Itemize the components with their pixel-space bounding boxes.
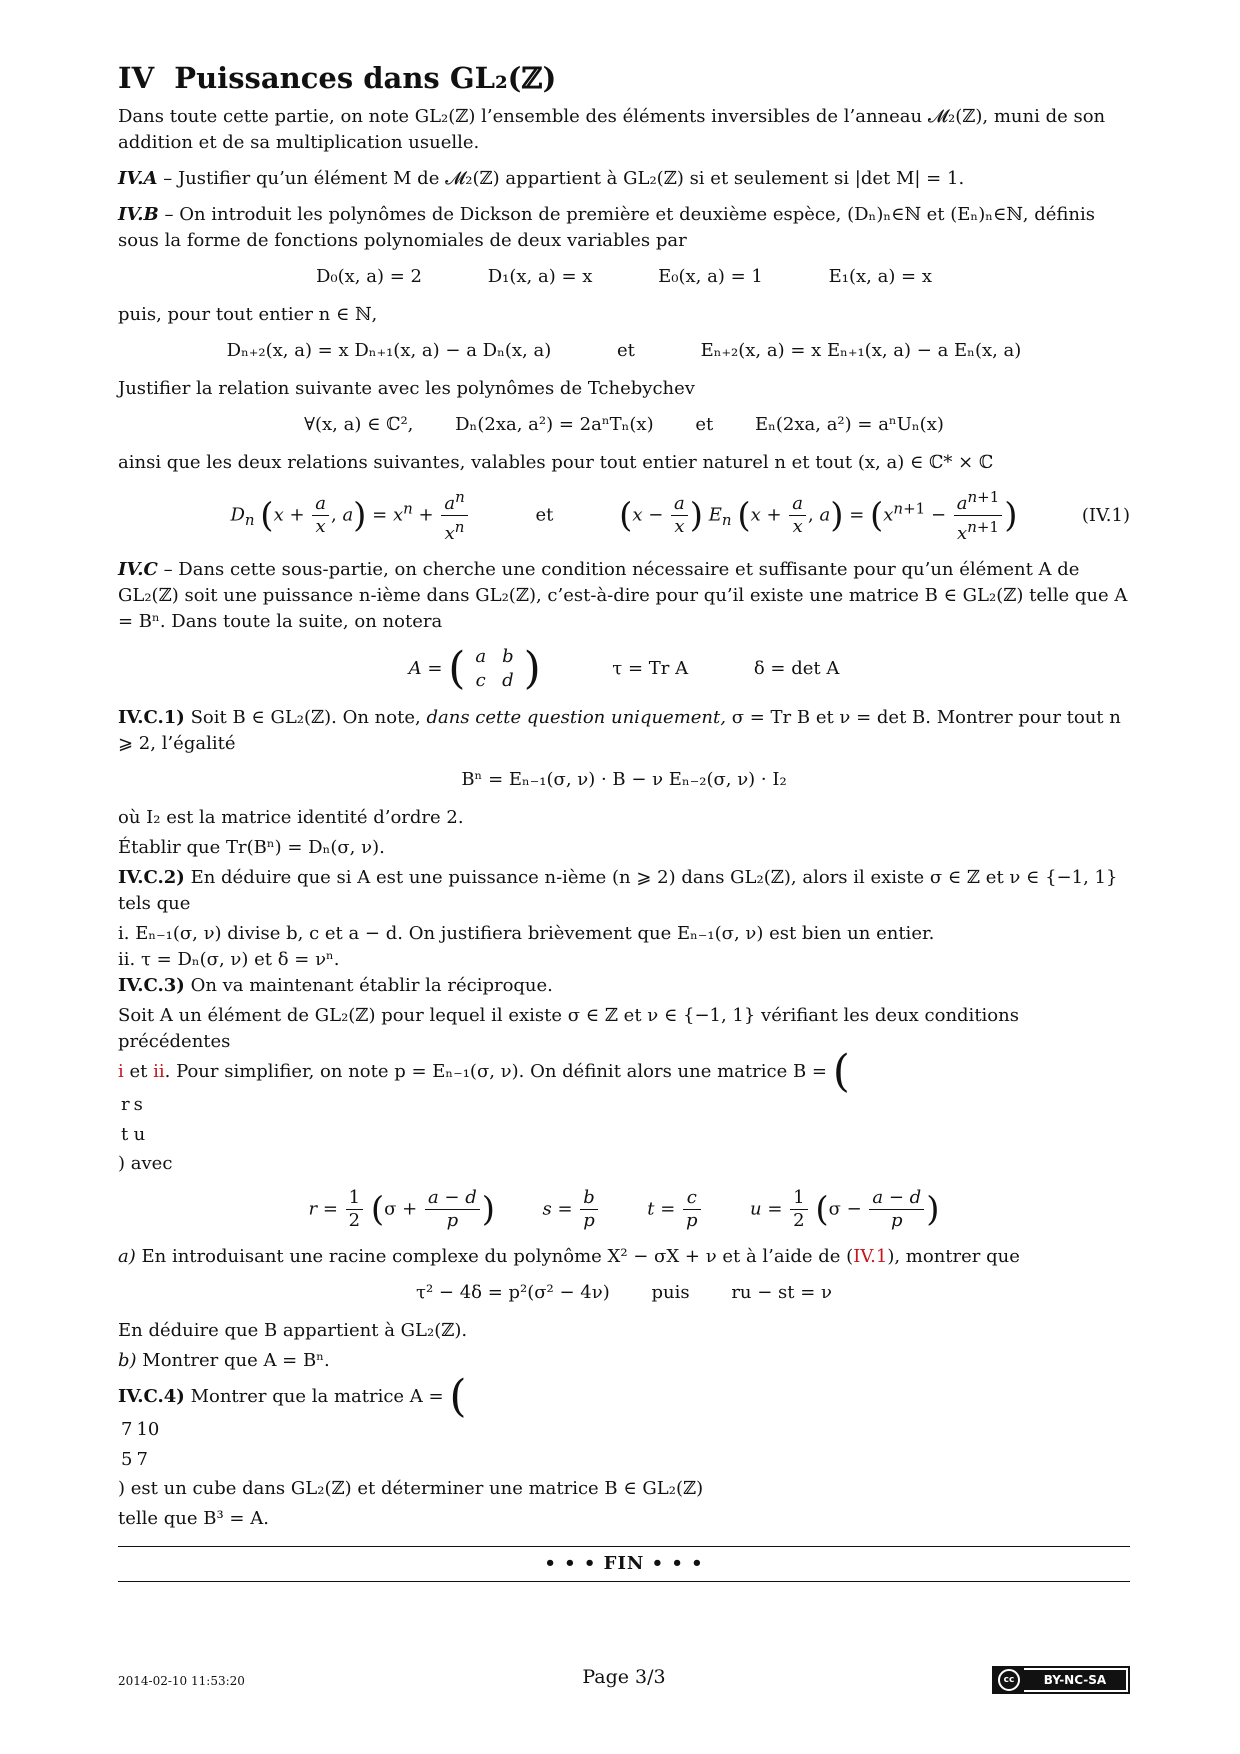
- equation-term: E₀(x, a) = 1: [658, 266, 763, 287]
- fin-marker: • • • FIN • • •: [544, 1553, 704, 1574]
- section-title: [118, 60, 1130, 96]
- question-text: est un cube dans GL₂(ℤ) et déterminer une matrice B ∈ GL₂(ℤ): [130, 1478, 704, 1499]
- license-badge: [992, 1666, 1130, 1694]
- section-number: IV: [118, 61, 155, 95]
- question-text: Montrer que la matrice A =: [190, 1386, 444, 1407]
- equation-term: τ = Tr A: [612, 658, 689, 679]
- equation-notation-A: A = ( a b c d ) τ = Tr A δ = det A: [408, 643, 840, 694]
- section-title-text: Puissances dans GL₂(ℤ): [174, 61, 557, 95]
- paragraph-definition-B: i et ii. Pour simplifier, on note p = Eₙ₋₁(σ, ν). On définit alors une matrice B = (: [118, 1046, 850, 1097]
- question-text: On va maintenant établir la réciproque.: [190, 975, 553, 996]
- equation-tchebychev: [118, 412, 1130, 438]
- question-IVC4: IV.C.4) Montrer que la matrice A = (: [118, 1371, 467, 1422]
- matrix-cell: 5: [121, 1449, 133, 1470]
- equation-Bn: Bⁿ = Eₙ₋₁(σ, ν) · B − ν Eₙ₋₂(σ, ν) · I₂: [461, 769, 787, 790]
- equation-dickson-init: [118, 264, 1130, 290]
- question-IVC2: [118, 865, 1130, 917]
- ref-link-IV1[interactable]: IV.1: [853, 1246, 888, 1267]
- condition-item-i: i. Eₙ₋₁(σ, ν) divise b, c et a − d. On justifiera brièvement que Eₙ₋₁(σ, ν) est bien un entier.: [118, 923, 935, 944]
- equation-number: (IV.1): [1081, 504, 1130, 526]
- question-IVC3a: [118, 1244, 1130, 1270]
- question-label: IV.C.4): [118, 1386, 185, 1407]
- question-text: σ = Tr B et ν = det B. Montrer pour tout n ⩾ 2, l’égalité: [118, 707, 1121, 754]
- paragraph-ainsi: ainsi que les deux relations suivantes, valables pour tout entier naturel n et tout (x, a) ∈ ℂ* × ℂ: [118, 452, 994, 473]
- question-label: IV.C.2): [118, 867, 185, 888]
- page-content: IV Puissances dans GL₂(ℤ) Dans toute cette partie, on note GL₂(ℤ) l’ensemble des éléments inversibles de l’anneau 𝓜₂(ℤ), muni de son addition et de sa multiplication usuelle. IV.A – Justifier qu’un élément M de 𝓜₂(ℤ) appartient à GL₂(ℤ) si et seulement si |det M| = 1. IV.B – On introduit les polynômes de Dickson de première et deuxième espèce, (Dₙ)ₙ∈ℕ et (Eₙ)ₙ∈ℕ, définis sous la forme de fonctions polynomiales de deux variables par D₀(x, a) = 2 D₁(x, a) = x E₀(x, a) = 1 E₁(x, a) = x puis, pour tout entier n ∈ ℕ, Dₙ₊₂(x, a) = x Dₙ₊₁(x, a) − a Dₙ(x, a) et Eₙ₊₂(x, a) = x Eₙ₊₁(x, a) − a Eₙ(x, a) Justifier la relation suivante avec les polynômes de Tchebychev ∀(x, a) ∈ ℂ², Dₙ(2xa, a²) = 2aⁿTₙ(x) et Eₙ(2xa, a²) = aⁿUₙ(x) ainsi que les deux relations suivantes, valables pour tout entier naturel n et tout (x, a) ∈ ℂ* × ℂ $D_n$ (x + $\frac{a}{x}$ , $a) = x^n$ + $\frac{a^n}{x^n}$ et (x − $\frac{a}{x}$ ) $E_n$ (x + $\frac{a}{x}$ , $a) = (x^{n+1}$ − $\frac{a^{n+1}}{x^{n+1}}$ ) (IV.1) IV.C – Dans cette sous-partie, on cherche une condition nécessaire et suffisante pour qu’un élément A de GL₂(ℤ) soit une puissance n-ième dans GL₂(ℤ), c’est-à-dire pour qu’il existe une matrice B ∈ GL₂(ℤ) telle que A = Bⁿ. Dans toute la suite, on notera A = ( a b c d ) τ = Tr A δ = det A IV.C.1) Soit B ∈ GL₂(ℤ). On note, dans cette question uniquement, σ = Tr B et ν = det B. Montrer pour tout n ⩾ 2, l’égalité Bⁿ = Eₙ₋₁(σ, ν) · B − ν Eₙ₋₂(σ, ν) · I₂ où I₂ est la matrice identité d’ordre 2. Établir que Tr(Bⁿ) = Dₙ(σ, ν). IV.C.2) En déduire que si A est une puissance n-ième (n ⩾ 2) dans GL₂(ℤ), alors il existe σ ∈ ℤ et ν ∈ {−1, 1} tels que i. Eₙ₋₁(σ, ν) divise b, c et a − d. On justifiera brièvement que Eₙ₋₁(σ, ν) est bien un entier. ii. τ = Dₙ(σ, ν) et δ = νⁿ. IV.C.3) On va maintenant établir la réciproque. Soit A un élément de GL₂(ℤ) pour lequel il existe σ ∈ ℤ et ν ∈ {−1, 1} vérifiant les deux conditions précédentes i et ii. Pour simplifier, on note p = Eₙ₋₁(σ, ν). On définit alors une matrice B = ( r s t u ) avec r = $\frac{1}{2}$ (σ + $\frac{a - d}{p}$ ) s = $\frac{b}{p}$ t = $\frac{c}{p}$ u = $\frac{1}{2}$ (σ − $\frac{a - d}{p}$ ) a) En introduisant une racine complexe du polynôme X² − σX + ν et à l’aide de (IV.1), montrer que τ² − 4δ = p²(σ² − 4ν) puis ru − st = ν En déduire que B appartient à GL₂(ℤ). b) Montrer que A = Bⁿ. IV.C.4) Montrer que la matrice A = ( 7 10 5 7 ) est un cube dans GL₂(ℤ) et déterminer une matrice B ∈ GL₂(ℤ) telle que B³ = A. • • • FIN • • •: [118, 50, 1130, 1582]
- question-label: IV.B: [118, 204, 159, 225]
- question-label: IV.C.1): [118, 707, 185, 728]
- equation-connector: et: [695, 414, 714, 435]
- subquestion-text: En introduisant une racine complexe du polynôme X² − σX + ν et à l’aide de (: [141, 1246, 854, 1267]
- question-text: En déduire que si A est une puissance n-ième (n ⩾ 2) dans GL₂(ℤ), alors il existe σ ∈ ℤ et ν ∈ {−1, 1} tels que: [118, 867, 1118, 914]
- divider-bottom: [118, 1581, 1130, 1582]
- equation-discriminant: [118, 1280, 1130, 1306]
- equation-term: E₁(x, a) = x: [828, 266, 933, 287]
- paragraph-deduire: En déduire que B appartient à GL₂(ℤ).: [118, 1320, 468, 1341]
- equation-term: τ² − 4δ = p²(σ² − 4ν): [416, 1282, 610, 1303]
- equation-dickson-recurrence: [118, 338, 1130, 364]
- equation-rstu: r = $\frac{1}{2}$ (σ + $\frac{a - d}{p}$ ) s = $\frac{b}{p}$ t = $\frac{c}{p}$ u = $\frac{1}{2}$ (σ − $\frac{a - d}{p}$ ): [308, 1187, 940, 1231]
- condition-list: [118, 921, 1130, 973]
- equation-connector: et: [616, 340, 635, 361]
- equation-term: ru − st = ν: [731, 1282, 832, 1303]
- question-text: Justifier qu’un élément M de 𝓜₂(ℤ) appartient à GL₂(ℤ) si et seulement si |det M| = 1.: [177, 168, 965, 189]
- subquestion-text: Montrer que A = Bⁿ.: [142, 1350, 330, 1371]
- paragraph-trace: Établir que Tr(Bⁿ) = Dₙ(σ, ν).: [118, 837, 385, 858]
- subquestion-label: b): [118, 1350, 137, 1371]
- question-text-emphasis: dans cette question uniquement,: [426, 707, 726, 728]
- question-IVC: IV.C – Dans cette sous-partie, on cherche une condition nécessaire et suffisante pour qu’un élément A de GL₂(ℤ) soit une puissance n-ième dans GL₂(ℤ), c’est-à-dire pour qu’il existe une matrice B ∈ GL₂(ℤ) telle que A = Bⁿ. Dans toute la suite, on notera: [118, 559, 1128, 632]
- question-IVB: IV.B – On introduit les polynômes de Dickson de première et deuxième espèce, (Dₙ)ₙ∈ℕ et (Eₙ)ₙ∈ℕ, définis sous la forme de fonctions polynomiales de deux variables par: [118, 204, 1095, 251]
- equation-IV1: $D_n$ (x + $\frac{a}{x}$ , $a) = x^n$ + $\frac{a^n}{x^n}$ et (x − $\frac{a}{x}$ ) $E_n$ (x + $\frac{a}{x}$ , $a) = (x^{n+1}$ − $\frac{a^{n+1}}{x^{n+1}}$ ) (IV.1): [230, 488, 1130, 544]
- paragraph-identity: où I₂ est la matrice identité d’ordre 2.: [118, 807, 464, 828]
- question-text: On introduit les polynômes de Dickson de première et deuxième espèce, (Dₙ)ₙ∈ℕ et (Eₙ)ₙ∈ℕ, définis sous la forme de fonctions polynomiales de deux variables par: [118, 204, 1095, 251]
- equation-term: D₀(x, a) = 2: [315, 266, 422, 287]
- paragraph-text: . Pour simplifier, on note p = Eₙ₋₁(σ, ν). On définit alors une matrice B =: [164, 1061, 827, 1082]
- footer-date: 2014-02-10 11:53:20: [118, 1674, 245, 1688]
- equation-term: Eₙ₊₂(x, a) = x Eₙ₊₁(x, a) − a Eₙ(x, a): [700, 340, 1022, 361]
- license-text: BY-NC-SA: [1024, 1670, 1126, 1690]
- matrix-cell: 10: [136, 1419, 160, 1440]
- page-number: Page 3/3: [582, 1666, 666, 1688]
- matrix-A: ( a b c d ): [448, 643, 541, 694]
- question-IVC3: [118, 973, 1130, 999]
- page-footer: [118, 1666, 1130, 1696]
- question-IVC1: [118, 705, 1130, 757]
- paragraph-text: avec: [130, 1153, 173, 1174]
- equation-connector: puis: [651, 1282, 690, 1303]
- question-text: Soit B ∈ GL₂(ℤ). On note,: [190, 707, 421, 728]
- paragraph-reciproque: Soit A un élément de GL₂(ℤ) pour lequel il existe σ ∈ ℤ et ν ∈ {−1, 1} vérifiant les deux conditions précédentes: [118, 1005, 1019, 1052]
- ref-link-ii[interactable]: ii: [153, 1061, 165, 1082]
- equation-term: δ = det A: [753, 658, 840, 679]
- equation-term: ∀(x, a) ∈ ℂ²,: [304, 414, 414, 435]
- equation-term: Dₙ(2xa, a²) = 2aⁿTₙ(x): [455, 414, 654, 435]
- cc-logo-text: cc: [998, 1669, 1020, 1691]
- paragraph-puis: puis, pour tout entier n ∈ ℕ,: [118, 304, 378, 325]
- question-IVC4-end: telle que B³ = A.: [118, 1508, 269, 1529]
- creative-commons-icon: [994, 1668, 1024, 1692]
- paragraph-tchebychev: Justifier la relation suivante avec les polynômes de Tchebychev: [118, 378, 695, 399]
- question-label: IV.C.3): [118, 975, 185, 996]
- matrix-cell: 7: [121, 1419, 133, 1440]
- question-IVC3b: [118, 1348, 1130, 1374]
- connector-text: et: [129, 1061, 148, 1082]
- equation-term: Eₙ(2xa, a²) = aⁿUₙ(x): [754, 414, 944, 435]
- matrix-cell: 7: [136, 1449, 148, 1470]
- question-text: Dans cette sous-partie, on cherche une condition nécessaire et suffisante pour qu’un élément A de GL₂(ℤ) soit une puissance n-ième dans GL₂(ℤ), c’est-à-dire pour qu’il existe une matrice B ∈ GL₂(ℤ) telle que A = Bⁿ. Dans toute la suite, on notera: [118, 559, 1128, 632]
- ref-link-i[interactable]: i: [118, 1061, 124, 1082]
- question-label: IV.A: [118, 168, 158, 189]
- subquestion-label: a): [118, 1246, 136, 1267]
- question-IVA: IV.A – Justifier qu’un élément M de 𝓜₂(ℤ) appartient à GL₂(ℤ) si et seulement si |det M| = 1.: [118, 168, 965, 189]
- equation-term: Dₙ₊₂(x, a) = x Dₙ₊₁(x, a) − a Dₙ(x, a): [226, 340, 552, 361]
- equation-connector: et: [535, 504, 554, 526]
- intro-paragraph: Dans toute cette partie, on note GL₂(ℤ) l’ensemble des éléments inversibles de l’anneau 𝓜₂(ℤ), muni de son addition et de sa multiplication usuelle.: [118, 106, 1106, 153]
- subquestion-text: ), montrer que: [887, 1246, 1020, 1267]
- question-label: IV.C: [118, 559, 158, 580]
- condition-item-ii: ii. τ = Dₙ(σ, ν) et δ = νⁿ.: [118, 949, 340, 970]
- fin-block: [118, 1546, 1130, 1582]
- equation-term: D₁(x, a) = x: [487, 266, 593, 287]
